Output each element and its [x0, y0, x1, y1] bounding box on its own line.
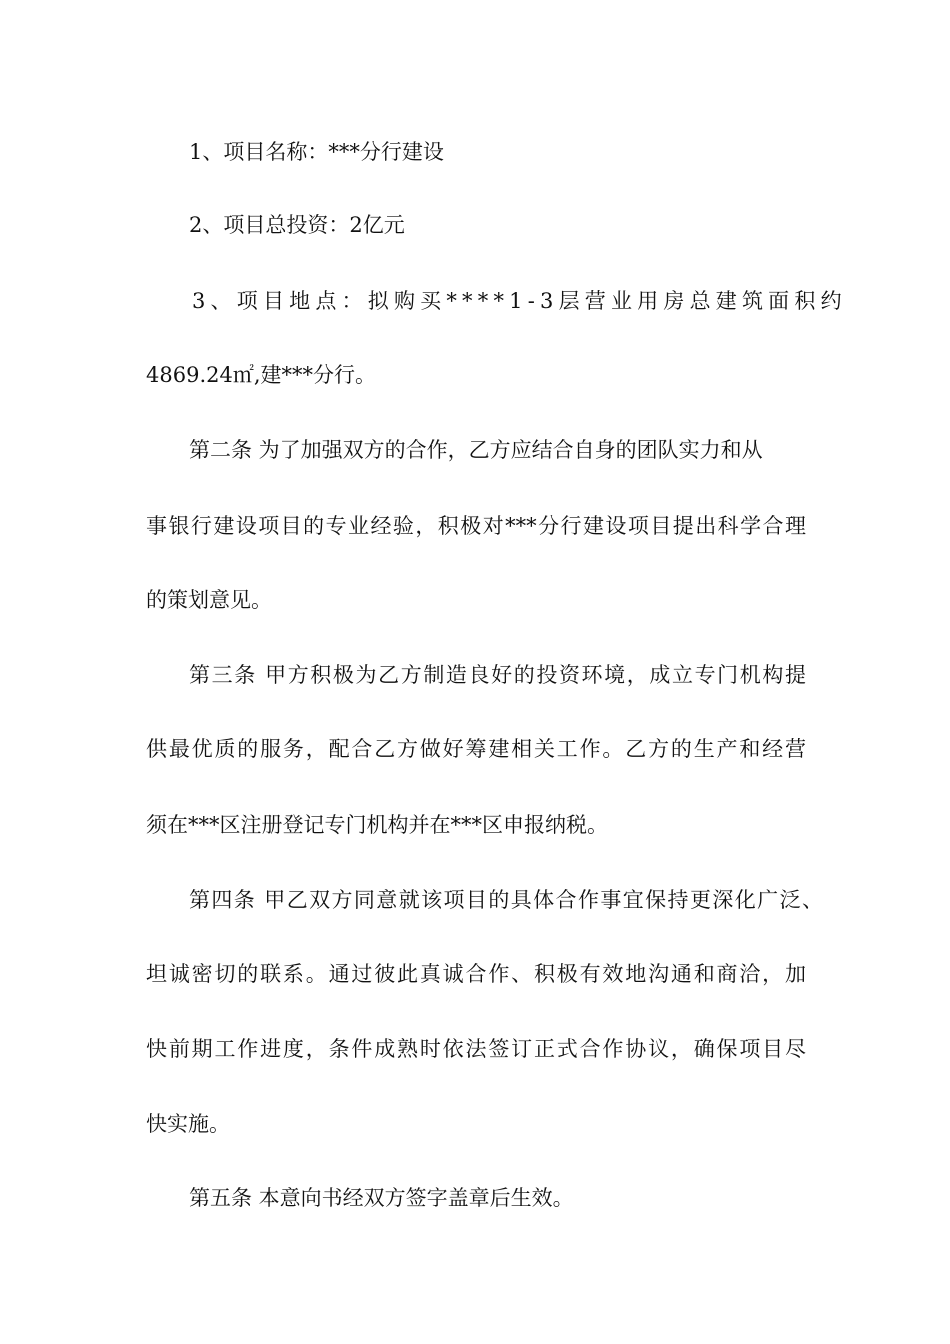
article-2-line-2: 事银行建设项目的专业经验，积极对***分行建设项目提出科学合理	[146, 514, 806, 538]
item-project-location: 3、项目地点：拟购买****1-3层营业用房总建筑面积约	[192, 289, 847, 313]
article-4-line-3: 快前期工作进度，条件成熟时依法签订正式合作协议，确保项目尽	[146, 1037, 806, 1061]
item-project-location-cont: 4869.24㎡,建***分行。	[146, 363, 377, 387]
item-project-investment: 2、项目总投资：2亿元	[189, 213, 405, 237]
article-4-line-2: 坦诚密切的联系。通过彼此真诚合作、积极有效地沟通和商洽，加	[146, 962, 806, 986]
article-5-line-1: 第五条 本意向书经双方签字盖章后生效。	[189, 1186, 574, 1210]
article-3-line-3: 须在***区注册登记专门机构并在***区申报纳税。	[146, 813, 608, 837]
article-2-line-3: 的策划意见。	[146, 588, 272, 612]
article-3-line-1: 第三条 甲方积极为乙方制造良好的投资环境，成立专门机构提	[189, 663, 806, 687]
article-3-line-2: 供最优质的服务，配合乙方做好筹建相关工作。乙方的生产和经营	[146, 737, 806, 761]
article-2-line-1: 第二条 为了加强双方的合作，乙方应结合自身的团队实力和从	[189, 438, 763, 462]
article-4-line-1: 第四条 甲乙双方同意就该项目的具体合作事宜保持更深化广泛、	[189, 888, 823, 912]
item-project-name: 1、项目名称：***分行建设	[189, 140, 444, 164]
article-4-line-4: 快实施。	[146, 1112, 230, 1136]
